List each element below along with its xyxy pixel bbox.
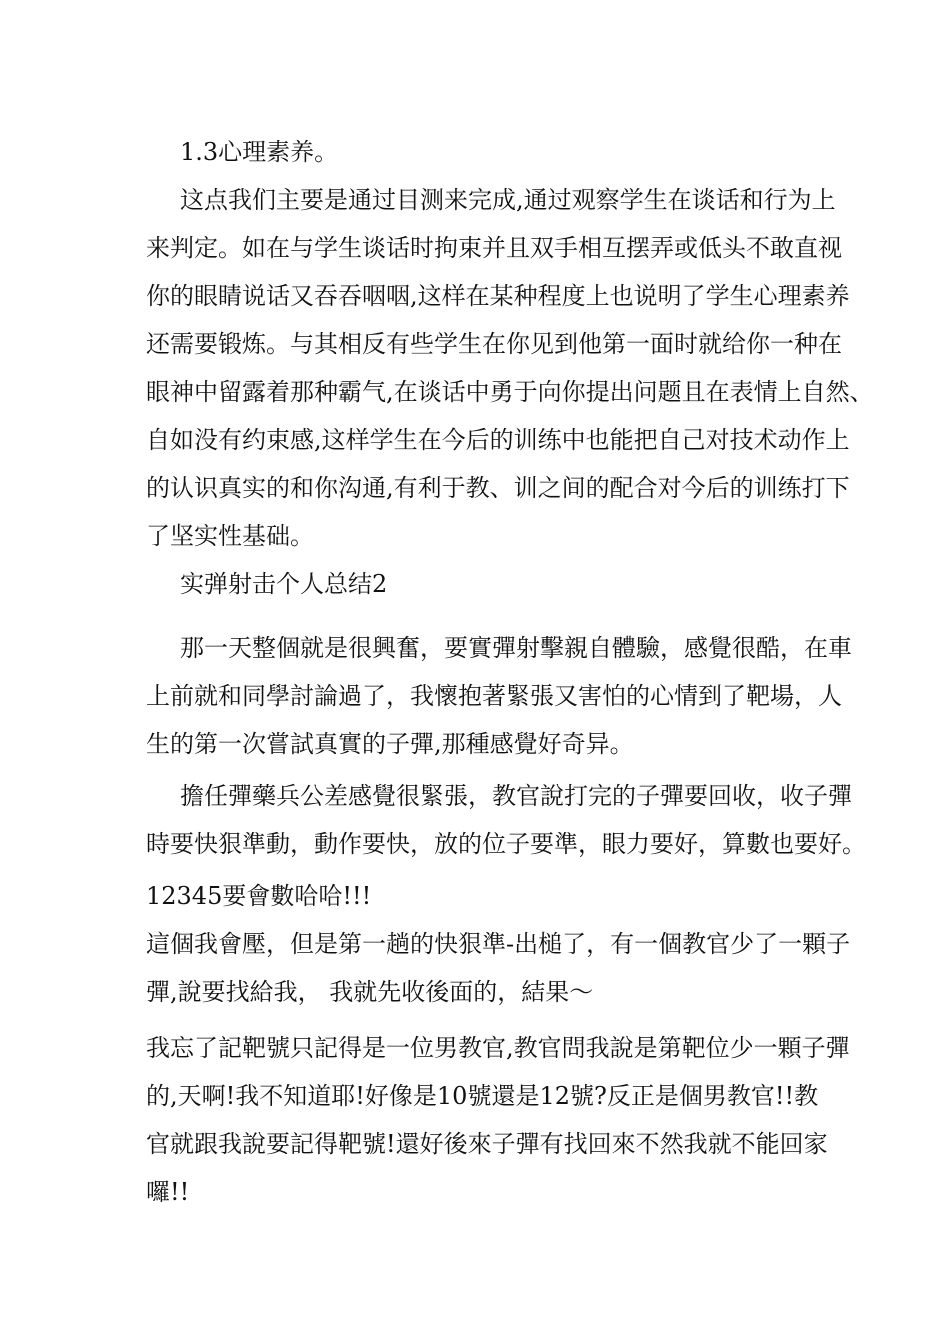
text-line: 眼神中留露着那种霸气,在谈话中勇于向你提出问题且在表情上自然、 <box>146 378 874 406</box>
text-line: 生的第一次嘗試真實的子彈,那種感覺好奇异。 <box>146 730 634 758</box>
text-line: 了坚实性基础。 <box>146 522 314 550</box>
text-line: 1.3心理素养。 <box>180 138 339 166</box>
text-line: 時要快狠準動，動作要快，放的位子要準，眼力要好，算數也要好。 <box>146 830 866 858</box>
paragraph-excited <box>146 624 852 768</box>
text-line: 我忘了記靶號只記得是一位男教官,教官問我說是第靶位少一顆子彈 <box>146 1034 850 1062</box>
text-line: 这点我们主要是通过目测来完成,通过观察学生在谈话和行为上 <box>180 186 836 214</box>
paragraph-count <box>146 872 811 920</box>
text-line: 上前就和同學討論過了，我懷抱著緊張又害怕的心情到了靶場，人 <box>146 682 842 710</box>
paragraph-psychology <box>146 176 874 560</box>
text-line: 這個我會壓，但是第一趟的快狠準-出槌了，有一個教官少了一顆子 <box>146 930 851 958</box>
paragraph-ammo <box>146 772 866 868</box>
text-line: 实弹射击个人总结2 <box>180 570 388 598</box>
text-line: 擔任彈藥兵公差感覺很緊張，教官說打完的子彈要回收，收子彈 <box>180 782 852 810</box>
text-line: 那一天整個就是很興奮，要實彈射擊親自體驗，感覺很酷，在車 <box>180 634 852 662</box>
text-line: 的认识真实的和你沟通,有利于教、训之间的配合对今后的训练打下 <box>146 474 850 502</box>
text-line: 官就跟我說要記得靶號!還好後來子彈有找回來不然我就不能回家 <box>146 1130 828 1158</box>
text-line: 还需要锻炼。与其相反有些学生在你见到他第一面时就给你一种在 <box>146 330 842 358</box>
summary-title <box>146 560 811 608</box>
section-heading <box>146 128 811 176</box>
paragraph-forgot <box>146 1024 850 1216</box>
text-line: 你的眼睛说话又吞吞咽咽,这样在某种程度上也说明了学生心理素养 <box>146 282 850 310</box>
text-line: 彈,說要找給我， 我就先收後面的，結果～ <box>146 978 594 1006</box>
text-line: 囉!! <box>146 1178 190 1206</box>
paragraph-pressure <box>146 920 851 1016</box>
text-line: 的,天啊!我不知道耶!好像是10號還是12號?反正是個男教官!!教 <box>146 1082 819 1110</box>
text-line: 12345要會數哈哈!!! <box>146 882 372 910</box>
text-line: 自如没有约束感,这样学生在今后的训练中也能把自己对技术动作上 <box>146 426 850 454</box>
text-line: 来判定。如在与学生谈话时拘束并且双手相互摆弄或低头不敢直视 <box>146 234 842 262</box>
